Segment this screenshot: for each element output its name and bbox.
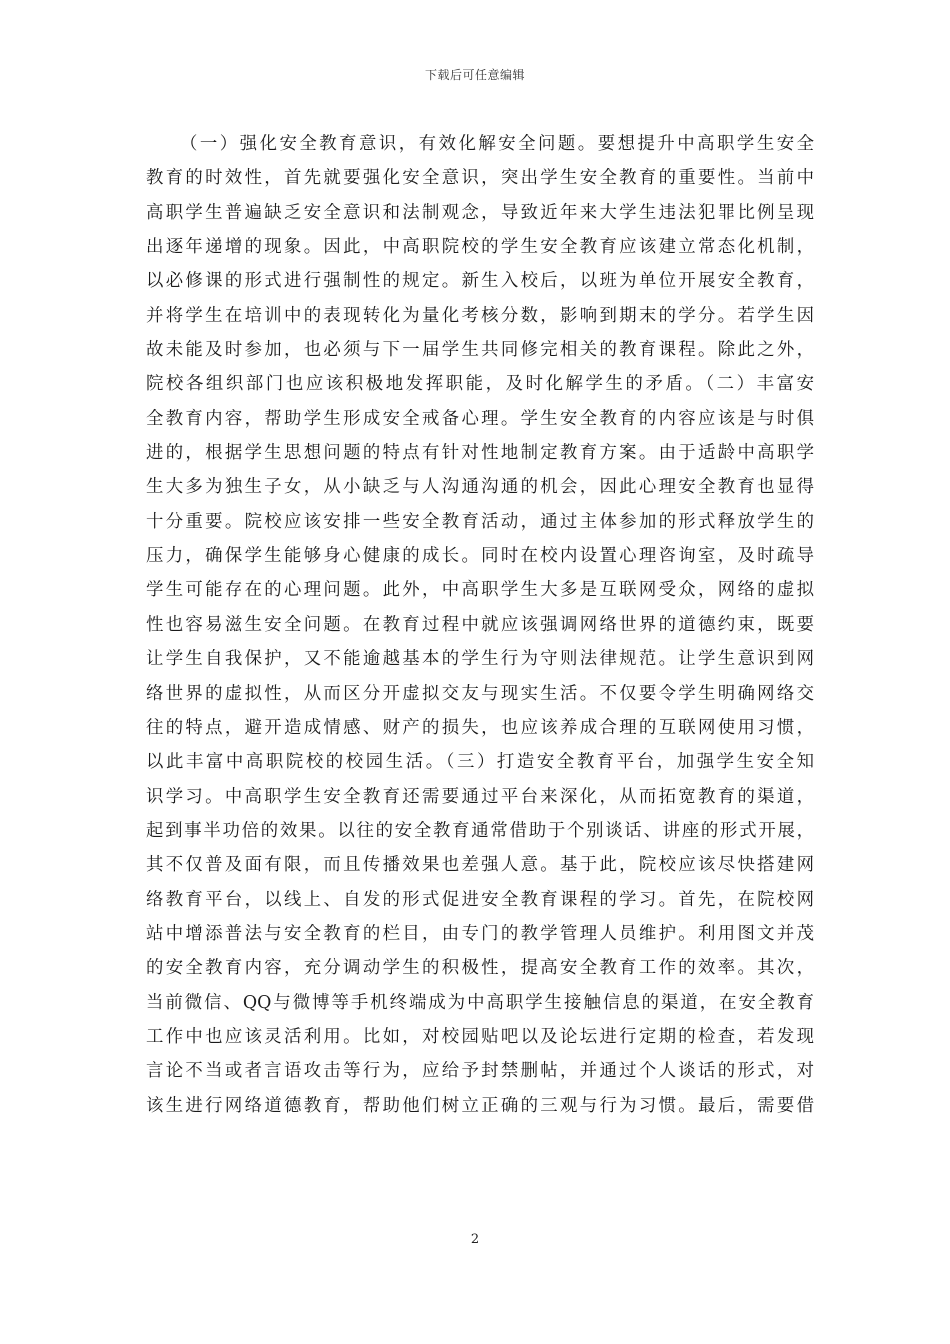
body-paragraph — [146, 127, 814, 1123]
text-line: 高职学生普遍缺乏安全意识和法制观念，导致近年来大学生违法犯罪比例呈现 — [146, 202, 814, 223]
text-line: 故未能及时参加，也必须与下一届学生共同修完相关的教育课程。除此之外， — [146, 340, 814, 361]
text-line: 学生可能存在的心理问题。此外，中高职学生大多是互联网受众，网络的虚拟 — [146, 580, 814, 601]
text-line: 院校各组织部门也应该积极地发挥职能，及时化解学生的矛盾。（二）丰富安 — [146, 374, 814, 395]
text-line: 生大多为独生子女，从小缺乏与人沟通沟通的机会，因此心理安全教育也显得 — [146, 477, 814, 498]
text-line: 十分重要。院校应该安排一些安全教育活动，通过主体参加的形式释放学生的 — [146, 511, 814, 532]
text-line: 络世界的虚拟性，从而区分开虚拟交友与现实生活。不仅要令学生明确网络交 — [146, 683, 814, 704]
page-number: 2 — [470, 1232, 480, 1247]
text-line: 性也容易滋生安全问题。在教育过程中就应该强调网络世界的道德约束，既要 — [146, 614, 814, 635]
text-line: 让学生自我保护，又不能逾越基本的学生行为守则法律规范。让学生意识到网 — [146, 649, 814, 670]
text-line: 进的，根据学生思想问题的特点有针对性地制定教育方案。由于适龄中高职学 — [146, 443, 814, 464]
text-line: 识学习。中高职学生安全教育还需要通过平台来深化，从而拓宽教育的渠道， — [146, 786, 814, 807]
text-line: 络教育平台，以线上、自发的形式促进安全教育课程的学习。首先，在院校网 — [146, 889, 814, 910]
text-line: 言论不当或者言语攻击等行为，应给予封禁删帖，并通过个人谈话的形式，对 — [146, 1061, 814, 1082]
text-line: 教育的时效性，首先就要强化安全意识，突出学生安全教育的重要性。当前中 — [146, 168, 814, 189]
text-line: 以此丰富中高职院校的校园生活。（三）打造安全教育平台，加强学生安全知 — [146, 752, 814, 773]
text-line: 压力，确保学生能够身心健康的成长。同时在校内设置心理咨询室，及时疏导 — [146, 546, 814, 567]
text-line: 当前微信、QQ与微博等手机终端成为中高职学生接触信息的渠道，在安全教育 — [146, 992, 814, 1013]
text-line: 工作中也应该灵活利用。比如，对校园贴吧以及论坛进行定期的检查，若发现 — [146, 1026, 814, 1047]
text-line: 站中增添普法与安全教育的栏目，由专门的教学管理人员维护。利用图文并茂 — [146, 923, 814, 944]
text-line: 该生进行网络道德教育，帮助他们树立正确的三观与行为习惯。最后，需要借 — [146, 1095, 814, 1116]
text-line: 起到事半功倍的效果。以往的安全教育通常借助于个别谈话、讲座的形式开展， — [146, 820, 814, 841]
text-line: 以必修课的形式进行强制性的规定。新生入校后，以班为单位开展安全教育， — [146, 271, 814, 292]
text-line: 并将学生在培训中的表现转化为量化考核分数，影响到期末的学分。若学生因 — [146, 305, 814, 326]
text-line: 的安全教育内容，充分调动学生的积极性，提高安全教育工作的效率。其次， — [146, 958, 814, 979]
text-line: 出逐年递增的现象。因此，中高职院校的学生安全教育应该建立常态化机制， — [146, 237, 814, 258]
text-line: 其不仅普及面有限，而且传播效果也差强人意。基于此，院校应该尽快搭建网 — [146, 855, 814, 876]
text-line: （一）强化安全教育意识，有效化解安全问题。要想提升中高职学生安全 — [180, 134, 814, 154]
text-line: 往的特点，避开造成情感、财产的损失，也应该养成合理的互联网使用习惯， — [146, 717, 814, 738]
text-line: 全教育内容，帮助学生形成安全戒备心理。学生安全教育的内容应该是与时俱 — [146, 408, 814, 429]
page-header: 下载后可任意编辑 — [424, 68, 525, 82]
